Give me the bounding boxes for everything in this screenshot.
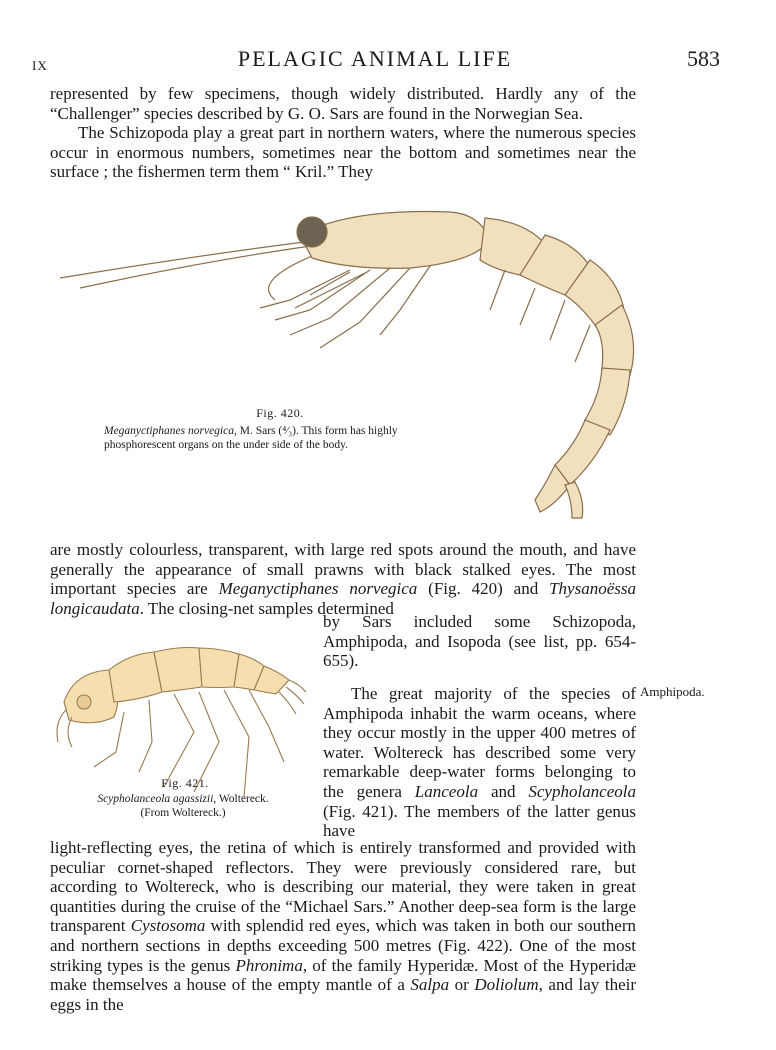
genus-name: Salpa	[410, 975, 450, 995]
text-run: . The closing-net samples determined	[139, 598, 394, 618]
text-run: (Fig. 421). The members of the latter genus have	[323, 801, 636, 841]
paragraph-amphipoda-continued	[50, 838, 636, 1014]
figure-421-source: (From Woltereck.)	[140, 807, 226, 819]
genus-name: Cystosoma	[130, 916, 206, 936]
top-text-block	[50, 84, 636, 182]
figure-420-krill-illustration	[50, 200, 650, 520]
paragraph-colourless	[50, 540, 636, 618]
text-run: light-reflecting eyes, the retina of which is entirely transformed and provided with peculiar cornet-shaped reflectors. They were previously considered rare, but according to Woltereck, who is describing our material, they were taken in great quantities during the cruise of the “Michael Sars.” Another deep-sea form is the large transparent	[50, 838, 636, 936]
text-run: , of the family Hyperidæ. Most of the Hyperidæ make themselves a house of the empty mantle of a	[50, 955, 636, 995]
text-run: with splendid red eyes, which was taken in both our southern and northern sections in depths exceeding 500 metres (Fig. 422). One of the most striking types is the genus	[50, 916, 636, 975]
running-title: PELAGIC ANIMAL LIFE	[237, 46, 513, 71]
page-number: 583	[687, 46, 720, 71]
wide-text-amphipoda	[50, 838, 636, 1014]
text-run: The great majority of the species of Amphipoda inhabit the warm oceans, where they occur mostly in the upper 400 metres of water. Woltereck has described some very remarkable deep-water forms belonging to the genera	[323, 684, 636, 801]
figure-420-caption	[104, 424, 450, 452]
paragraph-schizopoda: The Schizopoda play a great part in northern waters, where the numerous species occur in enormous numbers, sometimes near the bottom and sometimes near the surface ; the fishermen term them “ Kril.” They	[50, 123, 636, 182]
middle-text-block	[50, 540, 636, 618]
figure-421-caption	[58, 792, 308, 820]
genus-name: Doliolum	[474, 975, 539, 995]
paragraph-amphipoda-start	[323, 684, 636, 841]
figure-420-label: Fig. 420.	[256, 406, 304, 420]
genus-name: Lanceola	[414, 781, 479, 801]
margin-note-amphipoda: Amphipoda.	[640, 684, 705, 699]
genus-name: Scypholanceola	[528, 781, 636, 801]
text-run: (Fig. 420) and	[417, 579, 550, 599]
text-run: and	[478, 781, 529, 801]
figure-421-label: Fig. 421.	[161, 776, 209, 790]
narrow-text-amphipoda	[323, 684, 636, 841]
figure-420-caption-text: , M. Sars (⁴⁄₃). This form has highly phosphorescent organs on the under side of the body.	[104, 425, 398, 451]
figure-421-author: , Woltereck.	[213, 793, 269, 805]
running-header	[30, 46, 720, 76]
text-run: are mostly colourless, transparent, with large red spots around the mouth, and have generally the appearance of small prawns with black stalked eyes. The most important species are	[50, 540, 636, 599]
genus-name: Phronima	[235, 955, 303, 975]
text-run: , and lay their eggs in the	[50, 975, 636, 1014]
paragraph-challenger: represented by few specimens, though widely distributed. Hardly any of the “Challenger” species described by G. O. Sars are found in the Norwegian Sea.	[50, 84, 636, 123]
narrow-text-sars	[323, 612, 636, 671]
text-run: or	[449, 975, 475, 995]
species-name: Meganyctiphanes norvegica	[218, 579, 418, 599]
chapter-number: IX	[32, 58, 48, 73]
figure-421-species: Scypholanceola agassizii	[97, 793, 214, 805]
species-name: Thysanoëssa longicaudata	[50, 579, 636, 618]
paragraph-closing-net: by Sars included some Schizopoda, Amphipoda, and Isopoda (see list, pp. 654-655).	[323, 612, 636, 671]
figure-420-species: Meganyctiphanes norvegica	[104, 425, 234, 437]
